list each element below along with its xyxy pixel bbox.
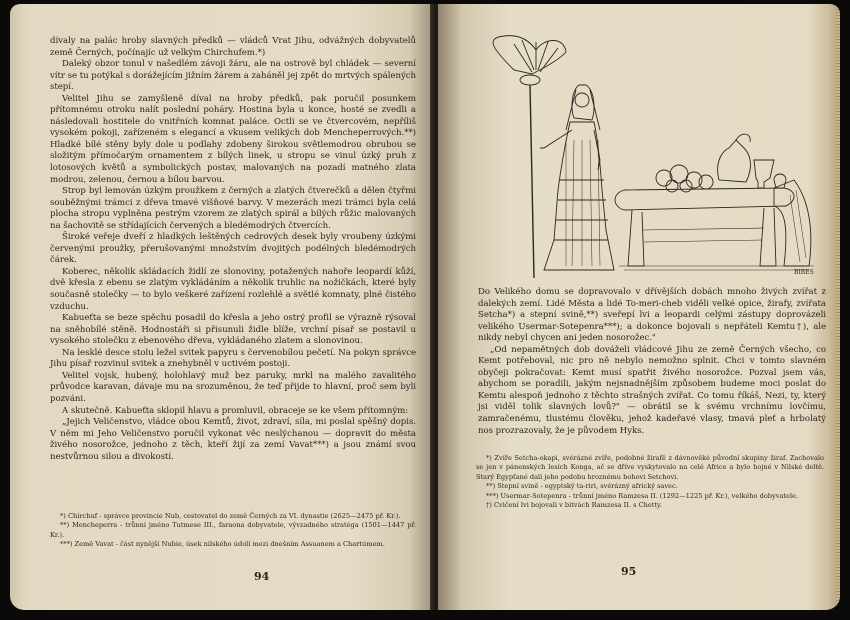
paragraph: Do Velikého domu se dopravovalo v dřívějších dobách mnoho živých zvířat z dalekých zemí. Lidé Města a lidé To-meri-cheb viděli velké opice, žirafy, zvířata Setcha*) a stepní svině,**) sveřepí lvi a leopardi celými zástupy doprovázeli velikého Usermar-Sotepenra***); a dokonce bojovali s nepřáteli Kemtu†), ale nikdy nebyl chycen ani jeden nosorožec." (478, 287, 826, 344)
footnote: **) Stepní svině - egyptský ta-riri, svérázný africký savec. (486, 482, 678, 491)
paragraph: Široké veřeje dveří z hladkých leštěných cedrových desek byly vroubeny úzkými červenými proužky, přerušovanými množstvím dvojitých podélných bledémodrých čárek. (50, 232, 416, 266)
left-page-footnotes (50, 512, 416, 550)
footnote: *) Chirchuf - správce provincie Nub, cestovatel do země Černých za VI. dynastie (2625—2475 př. Kr.). (60, 512, 401, 520)
page-number: 94 (254, 570, 270, 583)
left-page-body (50, 36, 416, 463)
right-page-body (478, 287, 826, 437)
paragraph: Na lesklé desce stolu ležel svitek papyru s červenobílou pečetí. Na pokyn správce Jihu písař rozvinul svitek a znehybněl v uctivém postoji. (50, 347, 416, 370)
egyptian-feast-illustration-icon (474, 30, 824, 278)
footnote: ***) Země Vavat - část nynější Nubie, úsek nilského údolí mezi dnešním Assuanem a Chartúmem. (60, 540, 385, 549)
footnote: †) Cvičení lvi bojovali v bitvách Ramzesa II. s Chetty. (486, 501, 663, 510)
paragraph: Kabueťta se beze spěchu posadil do křesla a jeho ostrý profil se výrazně rýsoval na sněhobílé stěně. Hodnostáři si přisunuli židle blíže, vrchní písař se postavil u vysokého stolečku z ebenového dřeva, vykládaného zlatem a slonovinou. (50, 313, 416, 347)
right-page-footnotes (476, 454, 824, 510)
paragraph: dívaly na palác hroby slavných předků — vládců Vrat Jihu, odvážných dobyvatelů země Černých, počínajíc už velkým Chirchufem.*) (50, 36, 416, 58)
right-page (438, 4, 840, 610)
paragraph: Koberec, několik skládacích židlí ze slonoviny, potažených nahoře leopardí kůží, dvě křesla z ebenu se zlatým vykládáním a několik truhlic na nožičkách, které byly současně stolečky — to bylo veškeré zařízení rozlehlé a světlé komnaty, plné čistého vzduchu. (50, 266, 416, 312)
open-book (6, 4, 842, 614)
paragraph: A skutečně. Kabueťta sklopil hlavu a promluvil, obraceje se ke všem přítomným: (62, 405, 409, 416)
paragraph: Strop byl lemován úzkým proužkem z černých a zlatých čtverečků a dělen čtyřmi souběžnými trámci z dřeva tmavé višňové barvy. V mezerách mezi trámci byla celá plocha stropu vyplněna pestrým vzorem ze zlatých spirál a bílých růžic malovaných na šachovitě se střídajících červených a bledémodrých čtvercích. (50, 186, 416, 231)
illustration-signature: BIRES (794, 269, 814, 276)
left-page (10, 4, 434, 610)
page-edges (836, 4, 840, 610)
paragraph: Velitel vojsk, hubený, holohlavý muž bez paruky, mrkl na malého zavalitého průvodce karavan, dávaje mu na srozuměnou, že teď přijde to hlavní, proč sem byli pozváni. (50, 370, 416, 404)
footnote: ***) Usermar-Sotepenra - trůnní jméno Ramzesa II. (1292—1225 př. Kr.), velkého dobyvatele. (486, 491, 799, 500)
footnote: *) Zvíře Setcha-okapi, svérázné zvíře, podobné žirafě z dávnověké původní skupiny žiraf. Zachovalo se jen v pánenských lesích Konga, ač se dříve vyskytovalo na celé Africe a bylo hojné v Nilské deltě. Starý Egypťané dali jeho podobu hroznému bohovi Setchovi. (476, 454, 824, 481)
paragraph: Velitel Jihu se zamyšleně díval na hroby předků, pak poručil posunkem přítomnému otroku nalít poslední poháry. Hostina byla u konce, hosté se zvedli a následovali hostitele do vnitřních komnat paláce. Octli se ve čtvercovém, nepříliš vysokém pokoji, zařízeném s elegancí a vkusem velikých dob Mencheperrových.**) Hladké bílé stěny byly dole u podlahy zdobeny širokou světlemodrou obrubou se složitým přímočarým ornamentem z bílých linek, u stropu se vinul úzký pruh z lotosových květů a symbolických postav, malovaných na pozadí matného zlata modrou, zelenou, černou a bílou barvou. (50, 93, 416, 185)
paragraph: Daleký obzor tonul v našedlém závoji žáru, ale na ostrově byl chládek — severní vítr se tu potýkal s dorážejícím jižním žárem a zaháněl jej zpět do mrtvých spálených stepí. (50, 59, 416, 93)
footnote: **) Mencheperra - trůnní jméno Tutmese III., faraona dobyvatele, vývzadného stratéga (1501—1447 př. Kr.). (50, 521, 416, 539)
paragraph: „Od nepamětných dob dováželi vládcové Jihu ze země Černých všecho, co Kemt potřeboval, nic pro ně nebylo nemožno splnit. Chci v tomto slavném obyčeji pokračovat: Kemt musí spatřit živého nosorožce. Pozval jsem vás, abychom se poradili, jakým nejsnadnějším způsobem budeme moci poslat do Kemtu alespoň jednoho z těchto strašných zvířat. Co tomu říkáš, Nezi, ty, který jsi viděl tolik slavných lovů?" — obrátil se k svému vrchnímu lovčímu, zamračenému, tlustému člověku, jehož kadeřavé vlasy, tmavá pleť a hrbolatý nos prozrazovaly, že je původem Hyks. (478, 344, 826, 436)
paragraph: „Jejich Veličenstvo, vládce obou Kemtů, život, zdraví, síla, mi poslal spěšný dopis. V něm mi Jeho Veličenstvo poručil vykonat věc neslýchanou — dopravit do města živého nosorožce, jednoho z těch, kteří žijí za zemí Vavat***) a jsou známí svou nestvůrnou silou a divokostí. (50, 417, 416, 462)
page-number: 95 (621, 565, 637, 578)
